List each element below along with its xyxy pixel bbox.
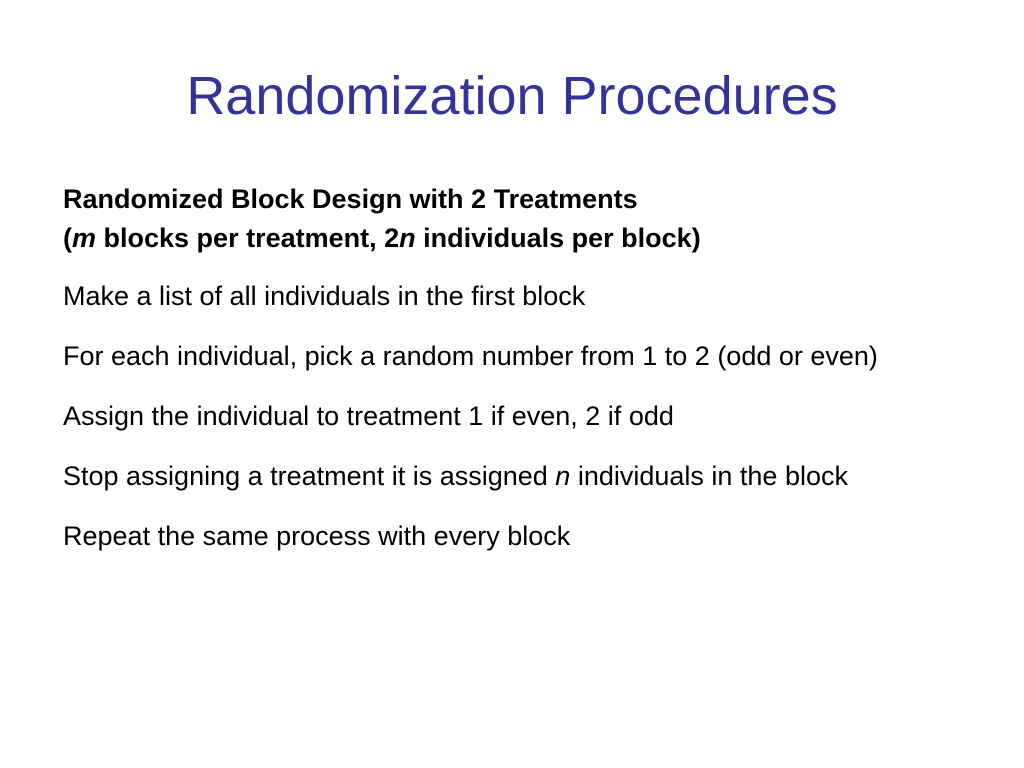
step-repeat: Repeat the same process with every block: [63, 521, 571, 551]
step-make-list: Make a list of all individuals in the first block: [63, 281, 586, 311]
heading-line-1: Randomized Block Design with 2 Treatments: [63, 184, 638, 214]
step-assign-treatment: Assign the individual to treatment 1 if even, 2 if odd: [63, 401, 674, 431]
stop-after-text: individuals in the block: [570, 461, 848, 491]
slide-title: Randomization Procedures: [186, 66, 838, 126]
heading-n-variable: n: [399, 223, 416, 253]
heading-line-2: [63, 219, 983, 258]
stop-before-text: Stop assigning a treatment it is assigned: [63, 461, 556, 491]
heading-end-text: individuals per block): [415, 223, 701, 253]
step-pick-random: For each individual, pick a random number from 1 to 2 (odd or even): [63, 341, 878, 371]
heading-m-variable: m: [72, 223, 97, 253]
heading-mid-text: blocks per treatment, 2: [96, 223, 400, 253]
step-stop-assigning: [63, 460, 983, 492]
slide-body: [63, 180, 983, 580]
heading-open-paren: (: [63, 223, 72, 253]
stop-n-variable: n: [555, 461, 571, 491]
design-heading: [63, 180, 983, 258]
